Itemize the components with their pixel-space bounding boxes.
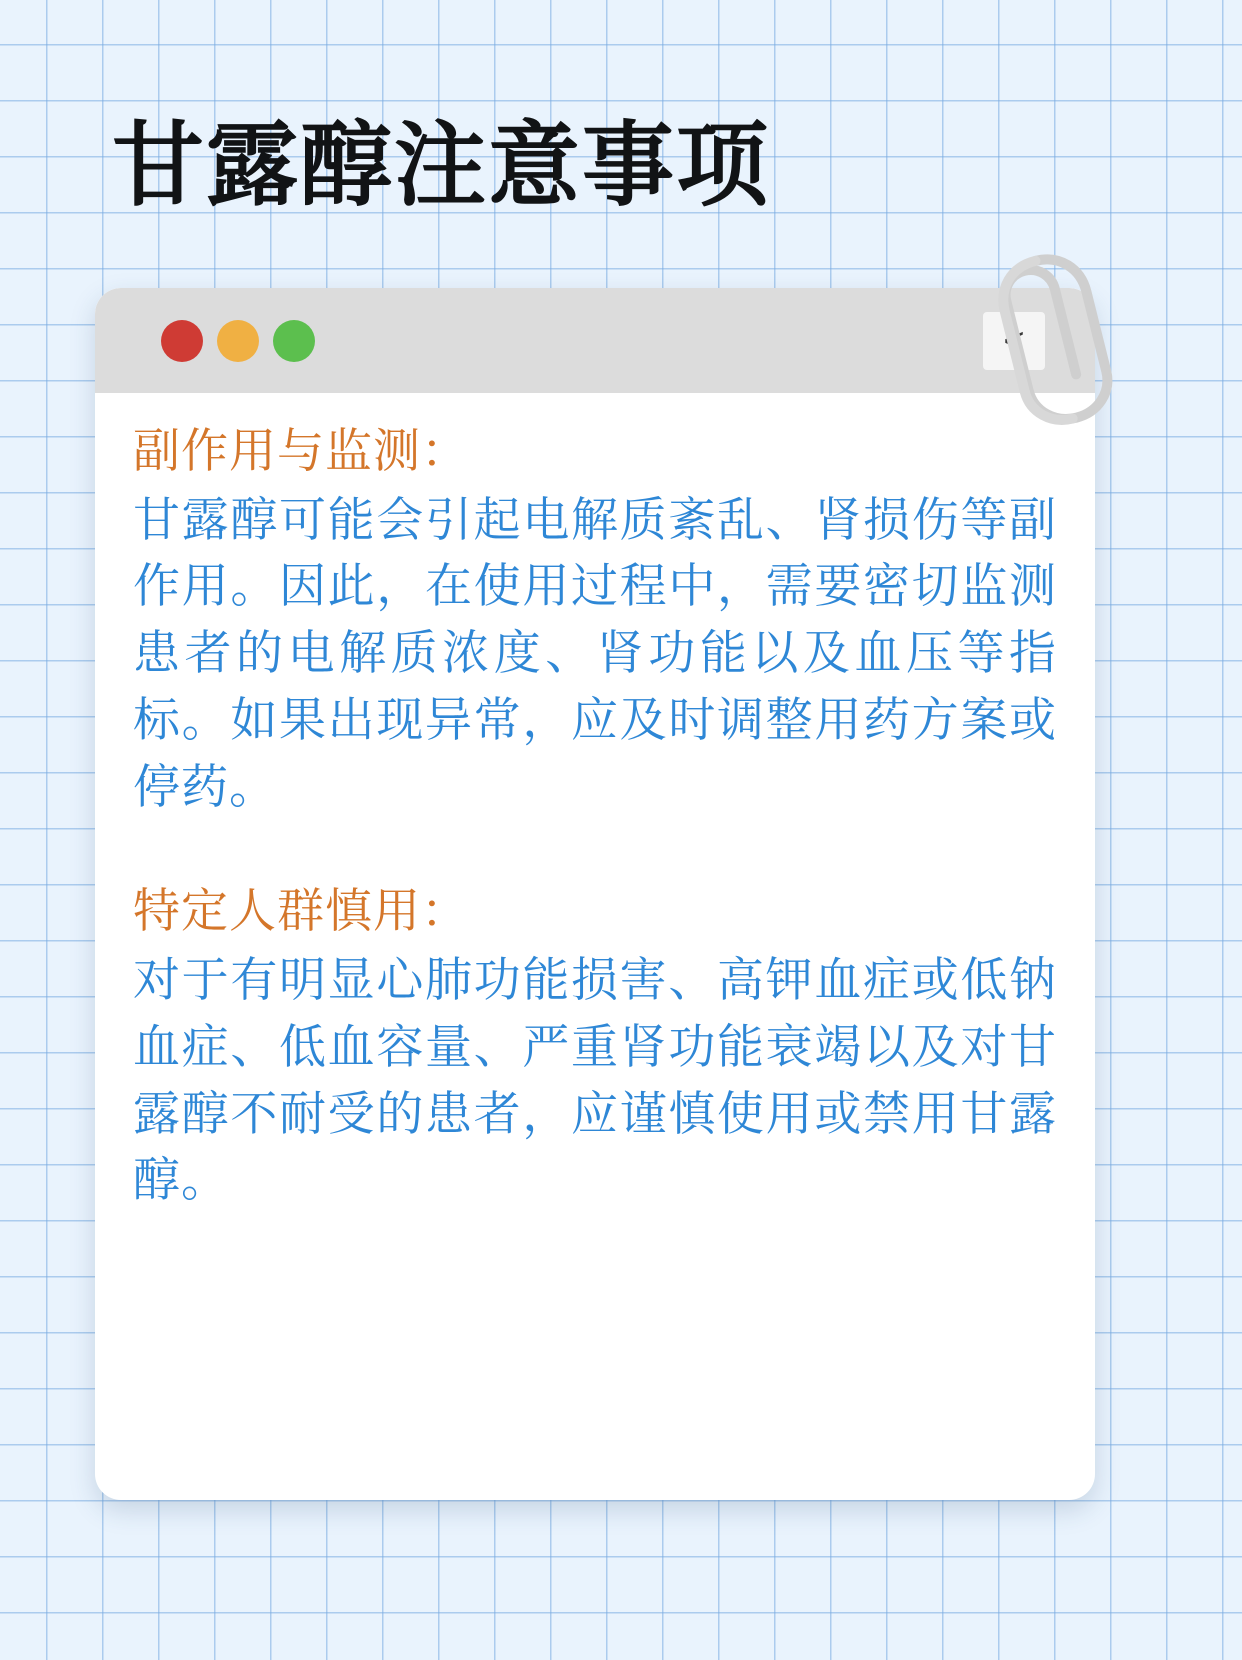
section-heading: 特定人群慎用： bbox=[133, 884, 469, 940]
back-button[interactable]: < bbox=[983, 312, 1045, 370]
window-maximize-dot[interactable] bbox=[273, 320, 315, 362]
window-minimize-dot[interactable] bbox=[217, 320, 259, 362]
window-close-dot[interactable] bbox=[161, 320, 203, 362]
section-body: 甘露醇可能会引起电解质紊乱、肾损伤等副作用。因此，在使用过程中，需要密切监测患者的电解质浓度、肾功能以及血压等指标。如果出现异常，应及时调整用药方案或停药。 bbox=[133, 492, 1057, 815]
window-titlebar bbox=[95, 288, 1095, 393]
note-content bbox=[95, 393, 1095, 1215]
section-special-populations bbox=[133, 879, 1057, 1215]
page-title: 甘露醇注意事项 bbox=[112, 115, 771, 217]
section-body: 对于有明显心肺功能损害、高钾血症或低钠血症、低血容量、严重肾功能衰竭以及对甘露醇不耐受的患者，应谨慎使用或禁用甘露醇。 bbox=[133, 953, 1057, 1209]
section-divider bbox=[133, 827, 1057, 879]
section-side-effects bbox=[133, 419, 1057, 821]
note-card bbox=[95, 288, 1095, 1500]
section-heading: 副作用与监测： bbox=[133, 424, 469, 479]
